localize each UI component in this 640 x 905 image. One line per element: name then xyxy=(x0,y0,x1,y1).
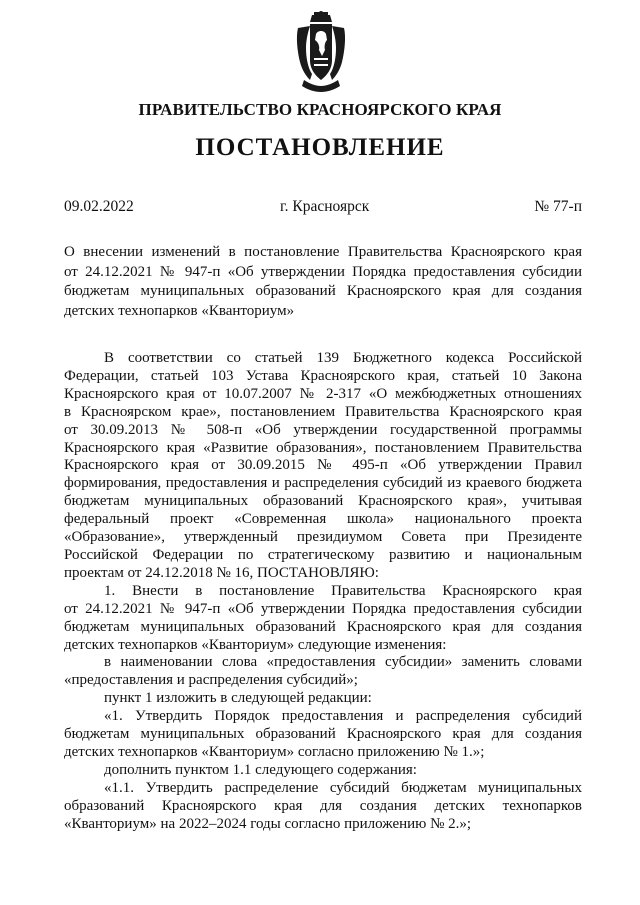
body-line: пункт 1 изложить в следующей редакции: xyxy=(104,690,372,707)
subject-line: бюджетам муниципальных образований Красноярского края для создания xyxy=(64,283,582,299)
body-line: детских технопарков «Кванториум» согласно приложению № 1.»; xyxy=(64,743,485,760)
body-line: Красноярского края от 30.09.2015 № 495-п «Об утверждении Правил xyxy=(64,457,582,474)
subject-line: О внесении изменений в постановление Правительства Красноярского края xyxy=(64,244,582,260)
body-line: Красноярского края «Развитие образования», постановлением Правительства xyxy=(64,439,582,456)
body-line: «предоставления и распределения субсидий»; xyxy=(64,672,358,689)
body-line: «Образование», утвержденный президиумом Совета при Президенте xyxy=(64,529,582,546)
body-line: образований Красноярского края для создания детских технопарков xyxy=(64,797,582,814)
document-date: 09.02.2022 xyxy=(64,198,134,215)
body-line: проектам от 24.12.2018 № 16, ПОСТАНОВЛЯЮ: xyxy=(64,564,379,581)
body-line: от 24.12.2021 № 947-п «Об утверждении Порядка предоставления субсидии xyxy=(64,600,582,617)
body-line: Красноярского края от 10.07.2007 № 2-317 «О межбюджетных отношениях xyxy=(64,385,582,402)
document-body xyxy=(64,350,582,833)
body-line: федеральный проект «Современная школа» национального проекта xyxy=(64,511,582,528)
subject-line: детских технопарков «Кванториум» xyxy=(64,302,295,319)
subject-line: от 24.12.2021 № 947-п «Об утверждении Порядка предоставления субсидии xyxy=(64,263,582,280)
body-line: 1. Внести в постановление Правительства Красноярского края xyxy=(104,582,582,599)
body-line: детских технопарков «Кванториум» следующие изменения: xyxy=(64,636,447,653)
body-line: от 30.09.2013 № 508-п «Об утверждении государственной программы xyxy=(64,421,582,438)
body-line: в Красноярском крае», постановлением Правительства Красноярского края xyxy=(64,403,582,420)
body-line: Федерации, статьей 103 Устава Красноярского края, статьей 10 Закона xyxy=(64,367,582,384)
government-name: ПРАВИТЕЛЬСТВО КРАСНОЯРСКОГО КРАЯ xyxy=(138,100,502,119)
body-line: Российской Федерации по стратегическому развитию и национальным xyxy=(64,546,582,563)
document-city: г. Красноярск xyxy=(280,198,370,215)
body-line: бюджетам муниципальных образований Красноярского края», учитывая xyxy=(64,493,582,510)
body-line: формирования, предоставления и распределения субсидий из краевого бюджета xyxy=(64,475,582,492)
body-line: дополнить пунктом 1.1 следующего содержания: xyxy=(104,761,417,778)
coat-of-arms-emblem xyxy=(294,10,348,94)
document-type-title: ПОСТАНОВЛЕНИЕ xyxy=(195,134,445,161)
body-line: В соответствии со статьей 139 Бюджетного кодекса Российской xyxy=(104,350,582,366)
body-line: в наименовании слова «предоставления субсидии» заменить словами xyxy=(104,654,582,671)
document-subject xyxy=(64,243,582,321)
document-number: № 77-п xyxy=(534,198,582,215)
body-line: бюджетам муниципальных образований Красноярского края для создания xyxy=(64,726,582,743)
body-line: «Кванториум» на 2022–2024 годы согласно приложению № 2.»; xyxy=(64,815,472,832)
body-line: «1.1. Утвердить распределение субсидий бюджетам муниципальных xyxy=(104,779,582,796)
body-line: бюджетам муниципальных образований Красноярского края для создания xyxy=(64,618,582,635)
body-line: «1. Утвердить Порядок предоставления и распределения субсидий xyxy=(104,708,582,725)
document-meta xyxy=(64,198,582,220)
